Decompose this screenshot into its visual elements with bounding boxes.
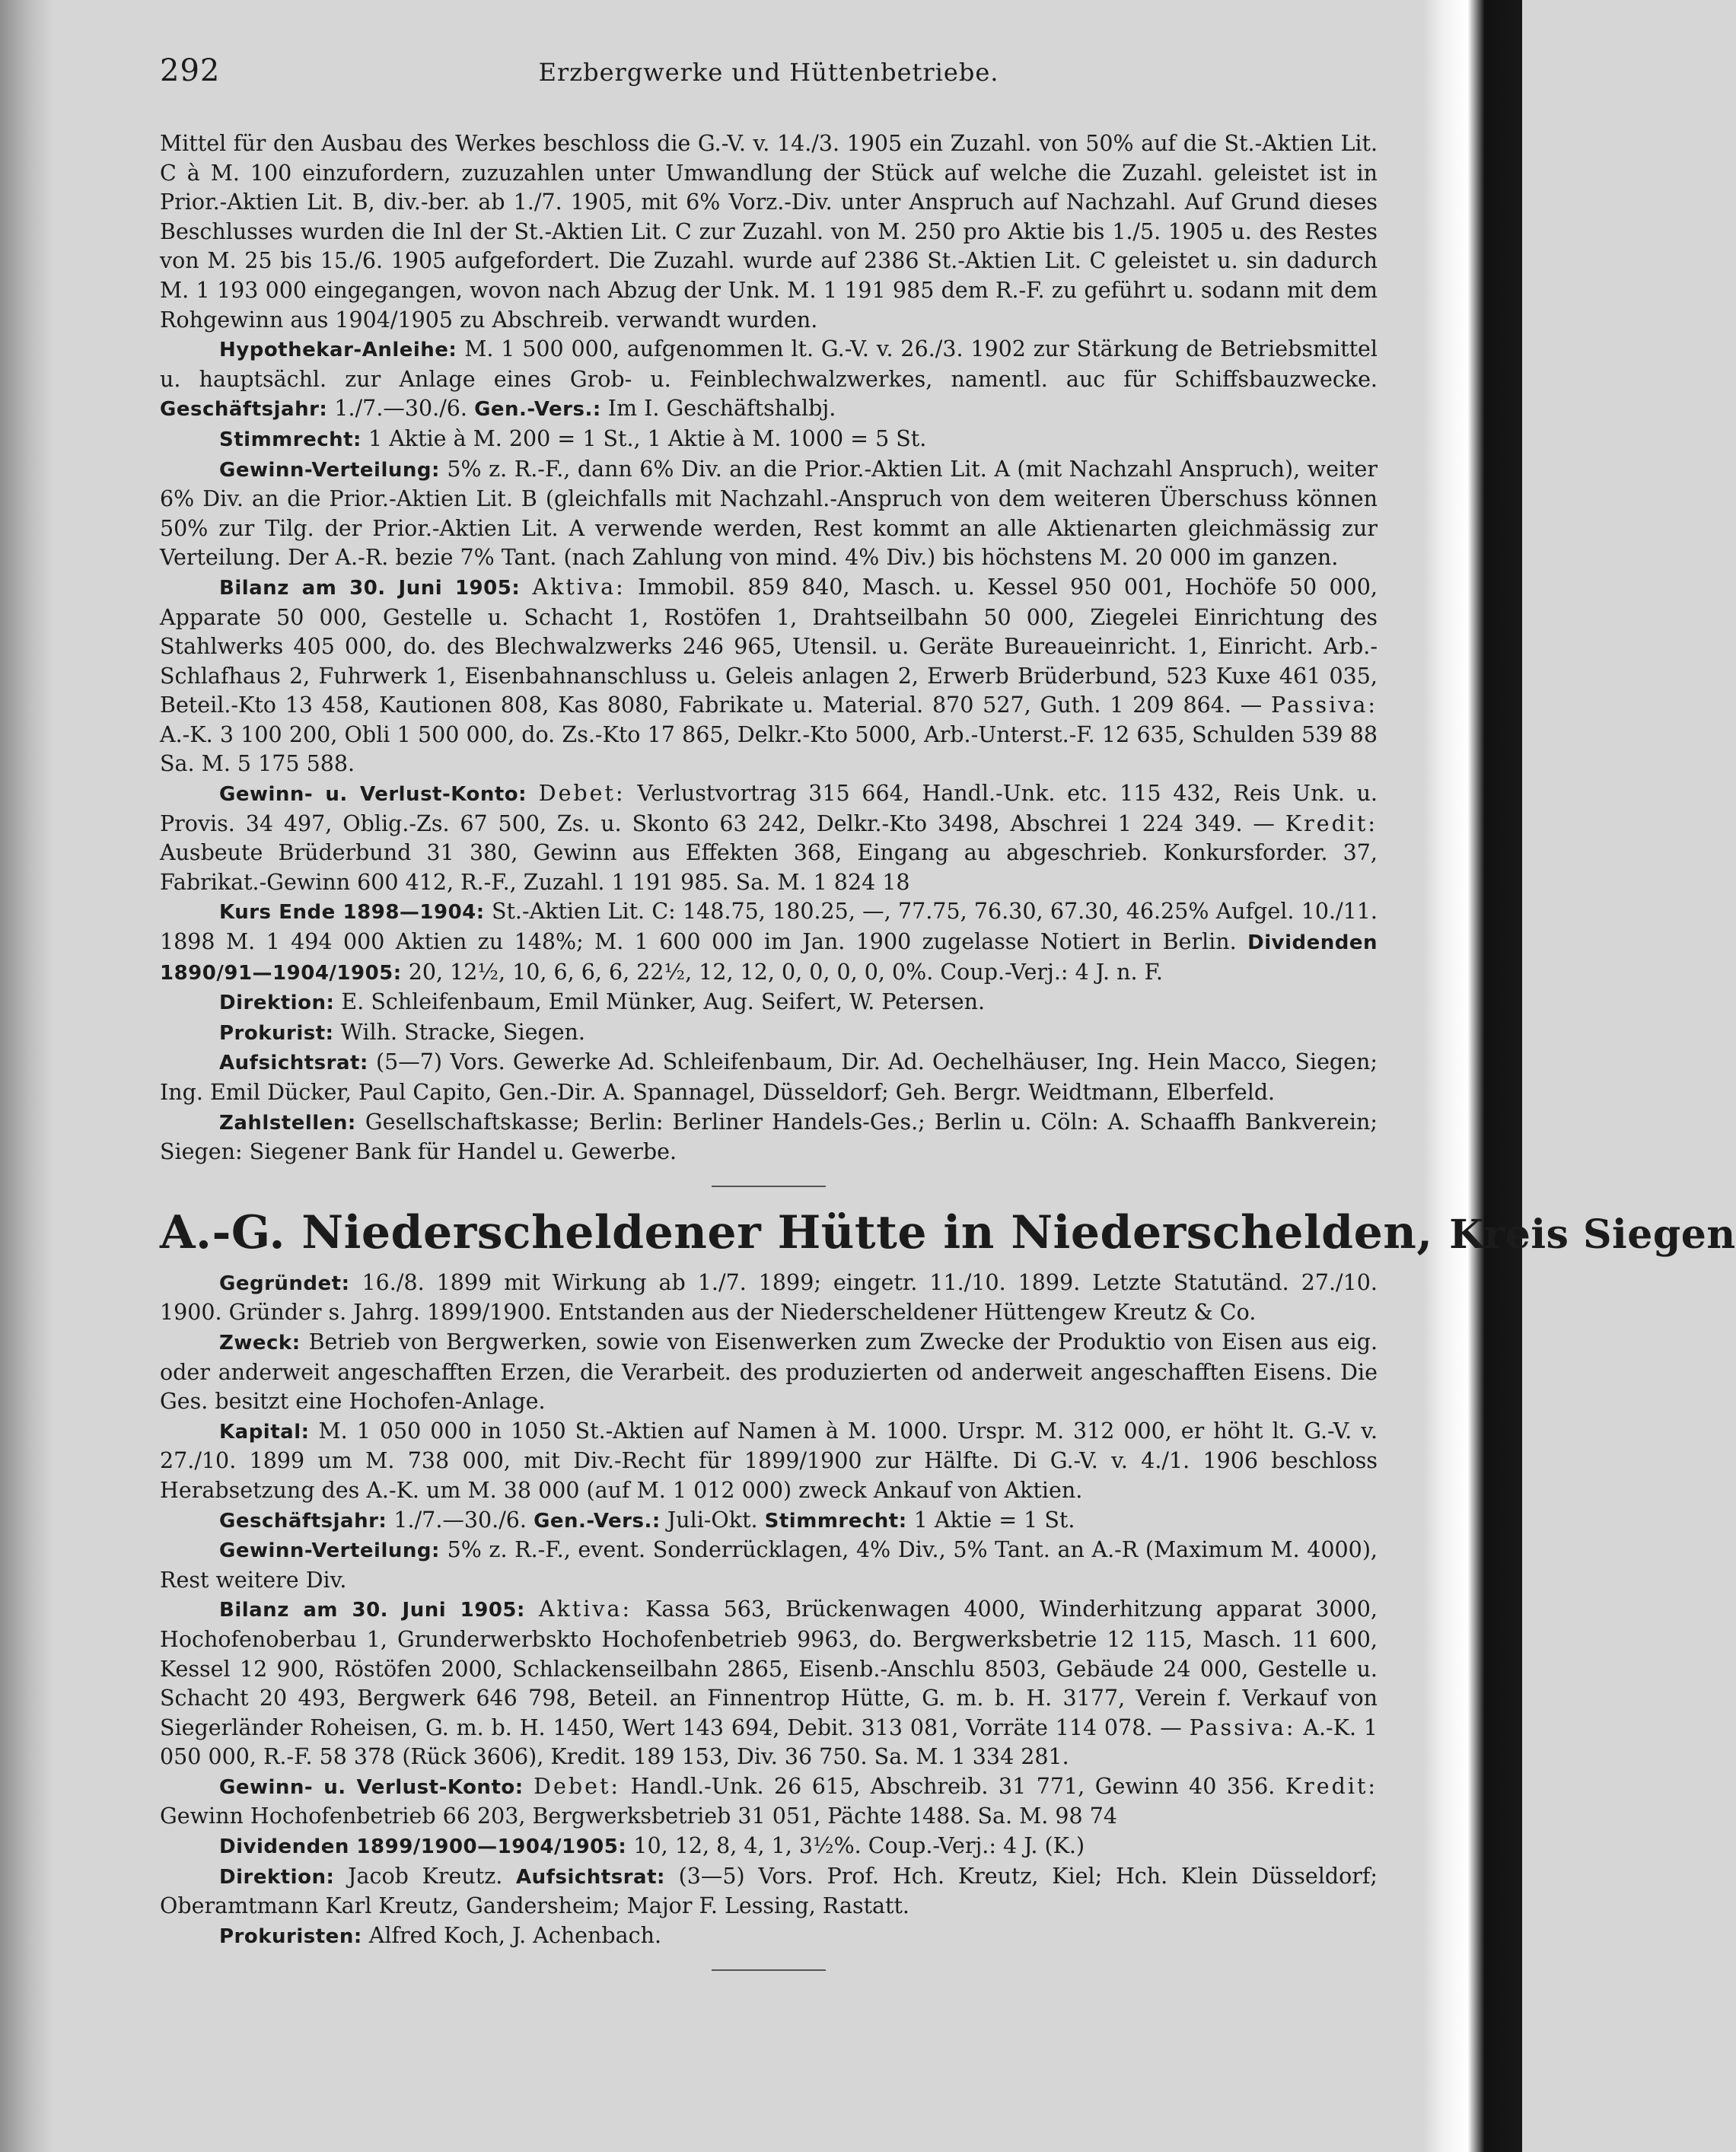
entry-zahlstellen [160,1108,1378,1167]
text-guv-kredit-2: Gewinn Hochofenbetrieb 66 203, Bergwerksbetrieb 31 051, Pächte 1488. Sa. M. 98 74 [160,1803,1118,1829]
label-prokuristen: Prokuristen: [219,1924,362,1948]
entry-gewinnverteilung [160,455,1378,573]
label-kapital: Kapital: [219,1420,310,1444]
label-direktion: Direktion: [219,992,335,1015]
text-prokuristen: Alfred Koch, J. Achenbach. [368,1922,662,1948]
label-kredit-2: Kredit: [1285,1773,1378,1799]
page-number: 292 [160,53,221,88]
text-gegruendet: 16./8. 1899 mit Wirkung ab 1./7. 1899; eingetr. 11./10. 1899. Letzte Statutänd. 27./10. 1900. Gründer s. Jahrg. 1899/1900. Entstanden aus der Niederscheldener Hüttengew Kreutz & Co. [160,1269,1378,1326]
entry-kapital [160,1417,1378,1506]
label-debet-2: Debet: [534,1773,621,1799]
entry-stimmrecht [160,425,1378,455]
company-title-suffix: Kreis Siegen [1449,1211,1736,1258]
page [160,53,1736,2108]
text-prokurist: Wilh. Stracke, Siegen. [340,1019,585,1045]
label-aufsichtsrat-2: Aufsichtsrat: [516,1865,665,1889]
label-gegruendet: Gegründet: [219,1272,350,1295]
label-direktion-2: Direktion: [219,1865,335,1889]
text-zahlstellen: Gesellschaftskasse; Berlin: Berliner Handels-Ges.; Berlin u. Cöln: A. Schaaffh Bankverein; Siegen: Siegener Bank für Handel u. Gewerbe. [160,1109,1378,1165]
text-geschaeftsjahr-2: 1./7.—30./6. [393,1507,527,1533]
label-dividenden: Dividenden 1890/91—1904/1905: [160,931,1378,985]
text-geschaeftsjahr: 1./7.—30./6. [334,396,467,422]
label-stimmrecht: Stimmrecht: [219,428,362,451]
company-title [160,1205,1736,1261]
entry-gewinnverteilung-2 [160,1536,1378,1595]
scan-left-edge [0,0,53,2152]
text-genvers-2: Juli-Okt. [667,1507,758,1533]
text-hypothek: M. 1 500 000, aufgenommen lt. G.-V. v. 26./3. 1902 zur Stärkung de Betriebsmittel u. hauptsächl. zur Anlage eines Grob- u. Feinblechwalzwerkes, namentl. auc für Schiffsbauzwecke. [160,336,1378,392]
text-aufsichtsrat: (5—7) Vors. Gewerke Ad. Schleifenbaum, Dir. Ad. Oechelhäuser, Ing. Hein Macco, Siegen; Ing. Emil Dücker, Paul Capito, Gen.-Dir. A. Spannagel, Düsseldorf; Geh. Bergr. Weidtmann, Elberfeld. [160,1049,1378,1105]
entry-hypothek [160,335,1378,425]
label-gewinnverteilung-2: Gewinn-Verteilung: [219,1539,440,1563]
entry-bilanz-2 [160,1595,1378,1772]
entry-direktion-2 [160,1862,1378,1921]
text-genvers: Im I. Geschäftshalbj. [607,396,836,422]
running-title: Erzbergwerke und Hüttenbetriebe. [538,58,999,87]
text-stimmrecht: 1 Aktie à M. 200 = 1 St., 1 Aktie à M. 1000 = 5 St. [368,425,927,451]
text-bilanz-passiva: A.-K. 3 100 200, Obli 1 500 000, do. Zs.-Kto 17 865, Delkr.-Kto 5000, Arb.-Unterst.-F. 12 635, Schulden 539 88 Sa. M. 5 175 588. [160,721,1378,777]
entry-bilanz [160,573,1378,779]
label-kredit: Kredit: [1285,810,1378,836]
label-passiva: Passiva: [1271,692,1378,718]
label-aktiva-2: Aktiva: [538,1596,632,1622]
label-bilanz: Bilanz am 30. Juni 1905: [219,576,521,600]
label-prokurist: Prokurist: [219,1021,334,1045]
label-passiva-2: Passiva: [1189,1714,1296,1740]
entry-dividenden-2 [160,1832,1378,1862]
label-zahlstellen: Zahlstellen: [219,1111,356,1135]
text-dividenden: 20, 12½, 10, 6, 6, 6, 22½, 12, 12, 0, 0, 0, 0, 0%. Coup.-Verj.: 4 J. n. F. [408,959,1163,985]
text-direktion-2: Jacob Kreutz. [348,1863,503,1889]
text-guv-kredit: Ausbeute Brüderbund 31 380, Gewinn aus Effekten 368, Eingang au abgeschrieb. Konkursforder. 37, Fabrikat.-Gewinn 600 412, R.-F., Zuzahl. 1 191 985. Sa. M. 1 824 18 [160,840,1378,895]
entry-guv [160,779,1378,897]
label-dividenden-2: Dividenden 1899/1900—1904/1905: [219,1835,627,1859]
entry-zweck [160,1328,1378,1417]
text-bilanz-passiva-2: A.-K. 1 050 000, R.-F. 58 378 (Rück 3606), Kredit. 189 153, Div. 36 750. Sa. M. 1 334 281. [160,1714,1378,1770]
text-dividenden-2: 10, 12, 8, 4, 1, 3½%. Coup.-Verj.: 4 J. (K.) [633,1833,1085,1859]
entry-prokurist [160,1018,1378,1049]
entry-geschaeftsjahr-2 [160,1506,1378,1536]
label-geschaeftsjahr-2: Geschäftsjahr: [219,1509,387,1533]
scan-right-edge [1423,0,1522,2152]
text-kapital: M. 1 050 000 in 1050 St.-Aktien auf Namen à M. 1000. Urspr. M. 312 000, er höht lt. G.-V. v. 27./10. 1899 um M. 738 000, mit Div.-Recht für 1899/1900 zur Hälfte. Di G.-V. v. 4./1. 1906 beschloss Herabsetzung des A.-K. um M. 38 000 (auf M. 1 012 000) zweck Ankauf von Aktien. [160,1418,1378,1503]
entry-aufsichtsrat [160,1048,1378,1107]
text-stimmrecht-2: 1 Aktie = 1 St. [913,1507,1075,1533]
text-direktion: E. Schleifenbaum, Emil Münker, Aug. Seifert, W. Petersen. [341,989,986,1015]
label-guv-2: Gewinn- u. Verlust-Konto: [219,1775,524,1799]
text-zweck: Betrieb von Bergwerken, sowie von Eisenwerken zum Zwecke der Produktio von Eisen aus eig. oder anderweit angeschafften Erzen, die Verarbeit. des produzierten od anderweit angeschafften Eisens. Die Ges. besitzt eine Hochofen-Anlage. [160,1329,1378,1415]
entry-direktion [160,988,1378,1018]
section-divider [712,1186,826,1187]
entry-prokuristen [160,1921,1378,1952]
label-stimmrecht-2: Stimmrecht: [764,1509,907,1533]
label-genvers-2: Gen.-Vers.: [534,1509,661,1533]
end-divider [712,1969,826,1971]
text-guv-debet: Verlustvortrag 315 664, Handl.-Unk. etc. 115 432, Reis Unk. u. Provis. 34 497, Oblig.-Zs. 67 500, Zs. u. Skonto 63 242, Delkr.-Kto 3498, Abschrei 1 224 349. — [160,781,1378,836]
running-head [160,53,1378,107]
label-aktiva: Aktiva: [532,574,626,600]
label-zweck: Zweck: [219,1331,301,1355]
paragraph-capital-increase: Mittel für den Ausbau des Werkes beschloss die G.-V. v. 14./3. 1905 ein Zuzahl. von 50% auf die St.-Aktien Lit. C à M. 100 einzufordern, zuzuzahlen unter Umwandlung der Stück auf welche die Zuzahl. geleistet ist in Prior.-Aktien Lit. B, div.-ber. ab 1./7. 1905, mit 6% Vorz.-Div. unter Anspruch auf Nachzahl. Auf Grund dieses Beschlusses wurden die Inl der St.-Aktien Lit. C zur Zuzahl. von M. 250 pro Aktie bis 1./5. 1905 u. des Restes von M. 25 bis 15./6. 1905 aufgefordert. Die Zuzahl. wurde auf 2386 St.-Aktien Lit. C geleistet u. sin dadurch M. 1 193 000 eingegangen, wovon nach Abzug der Unk. M. 1 191 985 dem R.-F. zu geführt u. sodann mit dem Rohgewinn aus 1904/1905 zu Abschreib. verwandt wurden. [160,131,1378,333]
entry-kurs [160,897,1378,988]
label-aufsichtsrat: Aufsichtsrat: [219,1052,368,1075]
label-kurs: Kurs Ende 1898—1904: [219,901,485,925]
company-title-main: A.-G. Niederscheldener Hütte in Niederschelden, [160,1205,1433,1259]
text-bilanz-aktiva-2: Kassa 563, Brückenwagen 4000, Winderhitzung apparat 3000, Hochofenoberbau 1, Grunderwerbskto Hochofenbetrieb 9963, do. Bergwerksbetrie 12 115, Masch. 11 600, Kessel 12 900, Röstöfen 2000, Schlackenseilbahn 2865, Eisenb.-Anschlu 8503, Gebäude 24 000, Gestelle u. Schacht 20 493, Bergwerk 646 798, Beteil. an Finnentrop Hütte, G. m. b. H. 3177, Verein f. Verkauf von Siegerländer Roheisen, G. m. b. H. 1450, Wert 143 694, Debit. 313 081, Vorräte 114 078. — [160,1596,1378,1740]
label-guv: Gewinn- u. Verlust-Konto: [219,783,527,807]
text-kurs: St.-Aktien Lit. C: 148.75, 180.25, —, 77.75, 76.30, 67.30, 46.25% Aufgel. 10./11. 1898 M. 1 494 000 Aktien zu 148%; M. 1 600 000 im Jan. 1900 zugelasse Notiert in Berlin. [160,899,1378,955]
body-text [160,129,1736,1971]
text-gewinnverteilung-2: 5% z. R.-F., event. Sonderrücklagen, 4% Div., 5% Tant. an A.-R (Maximum M. 4000), Rest weitere Div. [160,1537,1378,1593]
text-gewinnverteilung: 5% z. R.-F., dann 6% Div. an die Prior.-Aktien Lit. A (mit Nachzahl Anspruch), weiter 6% Div. an die Prior.-Aktien Lit. B (gleichfalls mit Nachzahl.-Anspruch von dem weiteren Überschuss können 50% zur Tilg. der Prior.-Aktien Lit. A verwende werden, Rest kommt an alle Aktienarten gleichmässig zur Verteilung. Der A.-R. bezie 7% Tant. (nach Zahlung von mind. 4% Div.) bis höchstens M. 20 000 im ganzen. [160,456,1378,571]
text-guv-debet-2: Handl.-Unk. 26 615, Abschreib. 31 771, Gewinn 40 356. [630,1773,1276,1799]
label-bilanz-2: Bilanz am 30. Juni 1905: [219,1599,525,1622]
label-gewinnverteilung: Gewinn-Verteilung: [219,458,440,482]
label-debet: Debet: [538,781,626,807]
label-geschaeftsjahr: Geschäftsjahr: [160,398,328,422]
text-aufsichtsrat-2: (3—5) Vors. Prof. Hch. Kreutz, Kiel; Hch. Klein Düsseldorf; Oberamtmann Karl Kreutz, Gandersheim; Major F. Lessing, Rastatt. [160,1863,1378,1919]
entry-gegruendet [160,1269,1378,1328]
entry-guv-2 [160,1772,1378,1832]
label-genvers: Gen.-Vers.: [474,398,601,422]
text-bilanz-aktiva: Immobil. 859 840, Masch. u. Kessel 950 001, Hochöfe 50 000, Apparate 50 000, Gestelle u. Schacht 1, Rostöfen 1, Drahtseilbahn 50 000, Ziegelei Einrichtung des Stahlwerks 405 000, do. des Blechwalzwerks 246 965, Utensil. u. Geräte Bureaueinricht. 1, Einricht. Arb.-Schlafhaus 2, Fuhrwerk 1, Eisenbahnanschluss u. Geleis anlagen 2, Erwerb Brüderbund, 523 Kuxe 461 035, Beteil.-Kto 13 458, Kautionen 808, Kas 8080, Fabrikate u. Material. 870 527, Guth. 1 209 864. — [160,574,1378,718]
label-hypothek: Hypothekar-Anleihe: [219,339,457,362]
